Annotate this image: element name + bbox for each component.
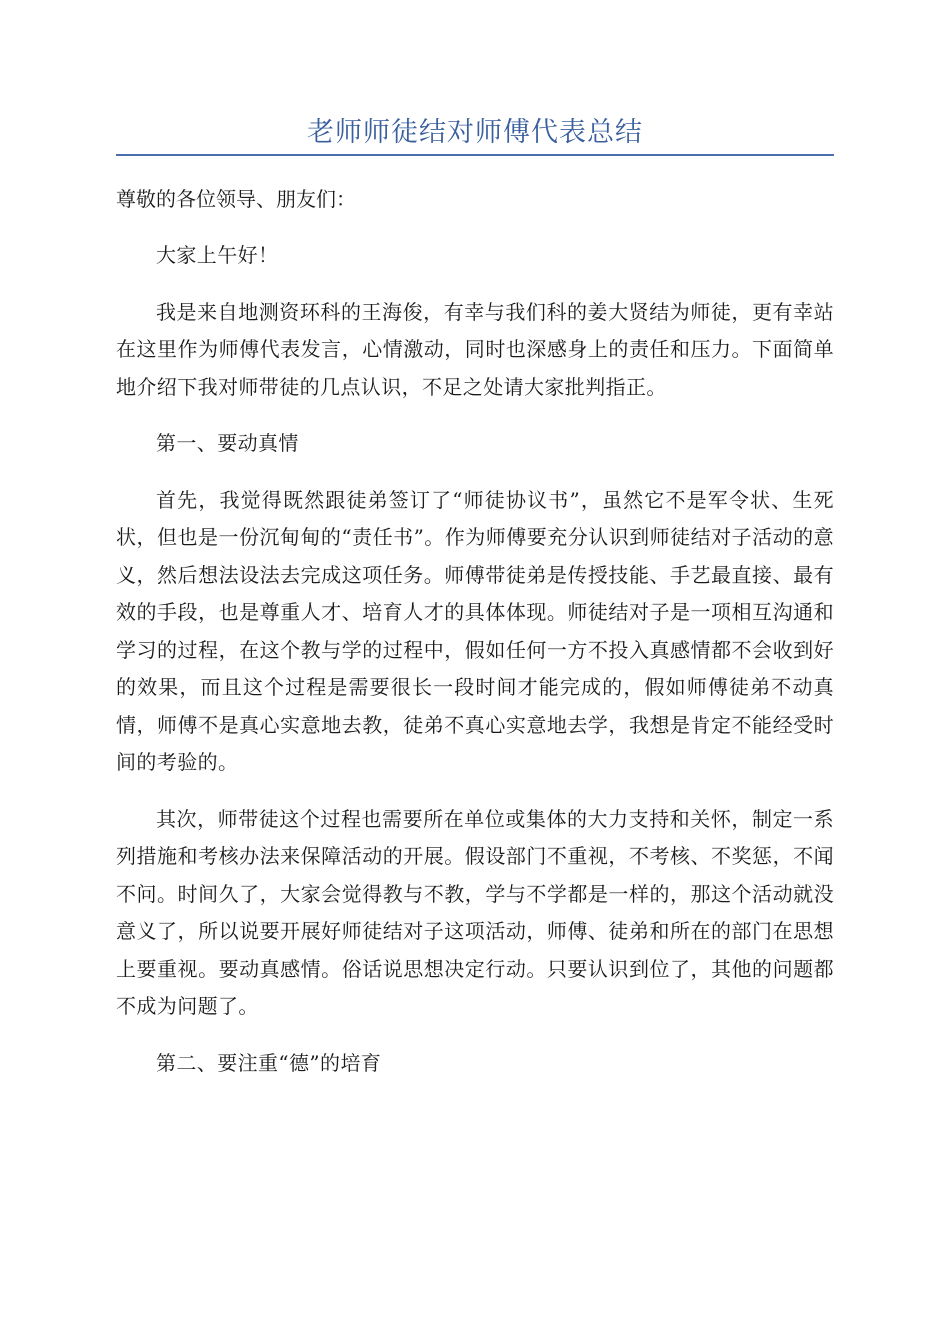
- paragraph-intro: 我是来自地测资环科的王海俊，有幸与我们科的姜大贤结为师徒，更有幸站在这里作为师傅代表发言，心情激动，同时也深感身上的责任和压力。下面简单地介绍下我对师带徒的几点认识，不足之处请大家批判指正。: [116, 299, 834, 399]
- paragraph-second-point: 其次，师带徒这个过程也需要所在单位或集体的大力支持和关怀，制定一系列措施和考核办法来保障活动的开展。假设部门不重视，不考核、不奖惩，不闻不问。时间久了，大家会觉得教与不教，学与不学都是一样的，那这个活动就没意义了，所以说要开展好师徒结对子这项活动，师傅、徒弟和所在的部门在思想上要重视。要动真感情。俗话说思想决定行动。只要认识到位了，其他的问题都不成为问题了。: [116, 806, 834, 1018]
- section-heading-1: 第一、要动真情: [156, 431, 299, 455]
- document-title: 老师师徒结对师傅代表总结: [307, 117, 643, 148]
- document-page: [116, 0, 834, 1082]
- paragraph-first-point: 首先，我觉得既然跟徒弟签订了“师徒协议书”，虽然它不是军令状、生死状，但也是一份沉甸甸的“责任书”。作为师傅要充分认识到师徒结对子活动的意义，然后想法设法去完成这项任务。师傅带徒弟是传授技能、手艺最直接、最有效的手段，也是尊重人才、培育人才的具体体现。师徒结对子是一项相互沟通和学习的过程，在这个教与学的过程中，假如任何一方不投入真感情都不会收到好的效果，而且这个过程是需要很长一段时间才能完成的，假如师傅徒弟不动真情，师傅不是真心实意地去教，徒弟不真心实意地去学，我想是肯定不能经受时间的考验的。: [116, 487, 834, 774]
- paragraph-greeting: 大家上午好！: [156, 243, 279, 267]
- title-underline: [116, 154, 834, 156]
- salutation: 尊敬的各位领导、朋友们：: [116, 187, 356, 211]
- section-heading-2: 第二、要注重“德”的培育: [156, 1050, 382, 1075]
